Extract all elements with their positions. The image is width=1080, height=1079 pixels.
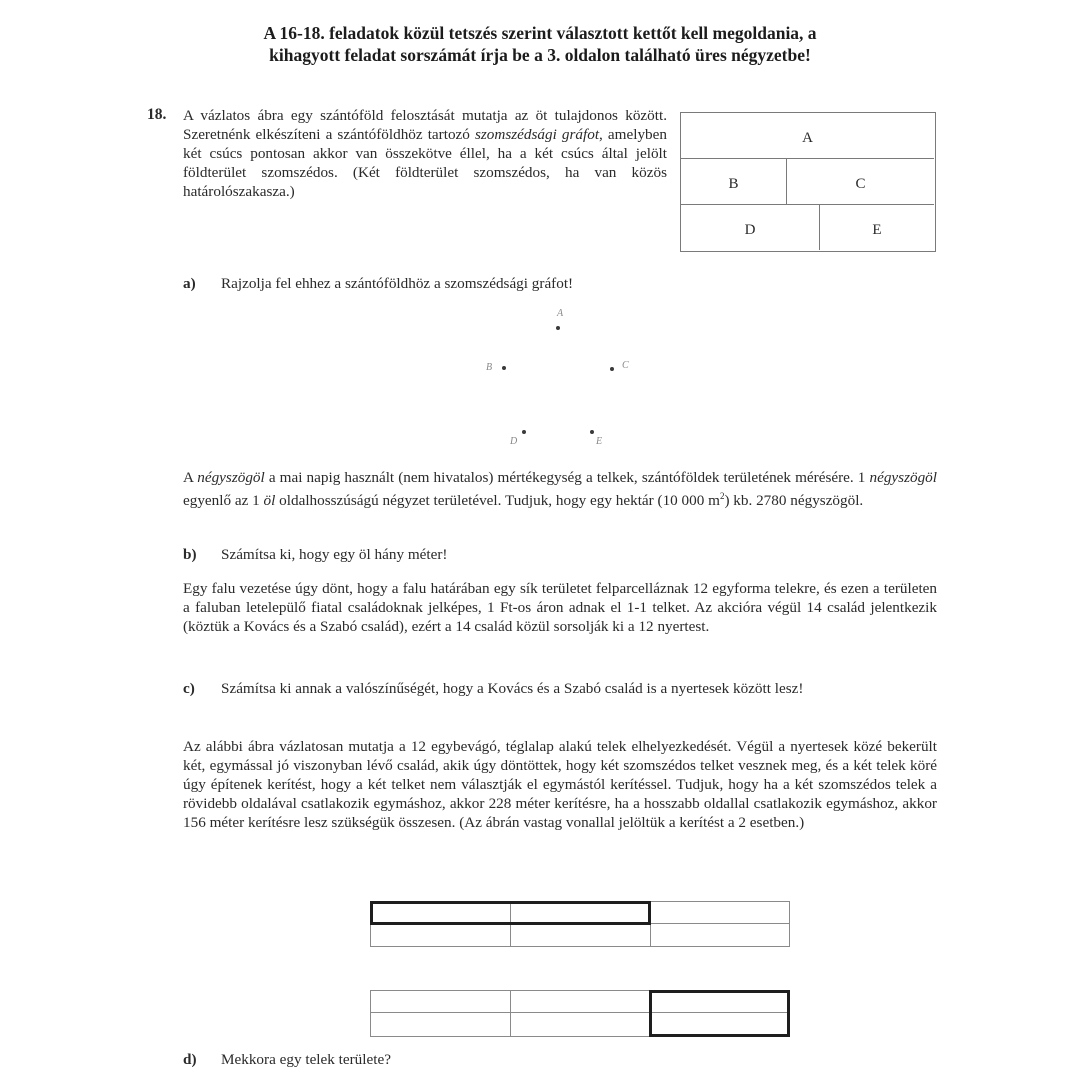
task-c [183,679,937,717]
plots-diagram-case-2 [370,990,790,1037]
region-label-c: C [855,176,866,192]
fence-outline-short-side [370,901,651,925]
region-label-e: E [872,222,882,238]
context-text: A [183,469,198,486]
instructions-line-2: kihagyott feladat sorszámát írja be a 3. oldalon található üres négyzetbe! [269,45,811,65]
vertex-a-dot [556,326,560,330]
region-b [681,159,787,205]
task-c-text: Számítsa ki annak a valószínűségét, hogy a Kovács és a Szabó család is a nyertesek között lesz! [221,680,804,697]
vertex-label-b: B [486,362,493,373]
intro-text: A vázlatos ábra egy szántóföld felosztását mutatja az öt tulajdonos között. Szeretnénk elkészíteni a szántóföldhöz tartozó [183,107,667,143]
field-division-diagram [680,112,936,252]
problem-intro [183,106,667,201]
italic-term: öl [263,492,276,510]
task-d [183,1050,683,1069]
task-c-label: c) [183,680,195,697]
instructions-line-1: A 16-18. feladatok közül tetszés szerint választott kettőt kell megoldania, a [263,23,817,43]
context-text: egyenlő az 1 [183,492,264,510]
task-a-text: Rajzolja fel ehhez a szántóföldhöz a szomszédsági gráfot! [221,275,574,292]
section-instructions [140,22,940,66]
region-e [820,205,934,250]
intro-italic-term: szomszédsági gráfot [474,126,600,143]
context-negyszogol [183,468,937,510]
context-text: a mai napig használt (nem hivatalos) mértékegység a telkek, szántóföldek területének mérésére. 1 [264,469,870,486]
region-label-d: D [744,222,756,238]
vertex-d-dot [522,430,526,434]
vertex-label-a: A [557,308,564,319]
italic-term: négyszögöl [869,469,937,486]
vertex-label-d: D [510,436,518,447]
task-d-label: d) [183,1051,197,1068]
vertex-label-e: E [596,436,603,447]
context-lottery: Egy falu vezetése úgy dönt, hogy a falu határában egy sík területet felparcelláznak 12 egyforma telekre, és ezen a területen a faluban letelepülő fiatal családoknak jelképes, 1 Ft-os áron adnak el 1-1 telket. Az akcióra végül 14 család jelentkezik (köztük a Kovács és a Szabó család), ezért a 14 család közül sorsolják ki a 12 nyertest. [183,580,937,635]
context-fence: Az alábbi ábra vázlatosan mutatja a 12 egybevágó, téglalap alakú telek elhelyezkedését. Végül a nyertesek közé bekerült két, egymással jó viszonyban lévő család, akik úgy döntöttek, hogy két szomszédos telket vesznek meg, és a két telek köré úgy építenek kerítést, hogy a két telket nem választják el egymástól kerítéssel. Tudjuk, hogy ha a két szomszédos telek a rövidebb oldalával csatlakozik egymáshoz, akkor 228 méter kerítésre, ha a hosszabb oldallal csatlakozik egymáshoz, akkor 156 méter kerítésre lesz szükségük összesen. (Az ábrán vastag vonallal jelöltük a kerítést a 2 esetben.) [183,738,937,831]
vertex-c-dot [610,367,614,371]
region-label-a: A [802,130,813,146]
region-c [787,159,934,205]
superscript: 2 [719,491,725,501]
region-a [681,113,934,159]
adjacency-graph-vertices [470,300,650,460]
problem-number: 18. [147,106,167,123]
task-a [183,274,703,293]
fence-outline-long-side [649,990,790,1037]
context-text: oldalhosszúságú négyzet területével. Tudjuk, hogy egy hektár (10 000 m [275,492,720,510]
grid-col-divider [510,990,511,1037]
task-b-text: Számítsa ki, hogy egy öl hány méter! [221,546,448,563]
region-label-b: B [728,176,739,192]
task-d-text: Mekkora egy telek területe? [221,1051,391,1068]
context-text: ) kb. 2780 négyszögöl. [724,492,864,510]
vertex-e-dot [590,430,594,434]
region-d [681,205,820,250]
intro-text-cont: , amelyben két csúcs pontosan akkor van összekötve éllel, ha a két csúcs által jelölt földterület szomszédos. (Két földterület szomszédos, ha van közös határolószakasza.) [183,126,667,200]
task-a-label: a) [183,275,196,292]
vertex-b-dot [502,366,506,370]
italic-term: négyszögöl [197,469,265,486]
plots-diagram-case-1 [370,901,790,947]
task-b-label: b) [183,546,197,563]
task-b [183,545,937,564]
vertex-label-c: C [622,360,629,371]
